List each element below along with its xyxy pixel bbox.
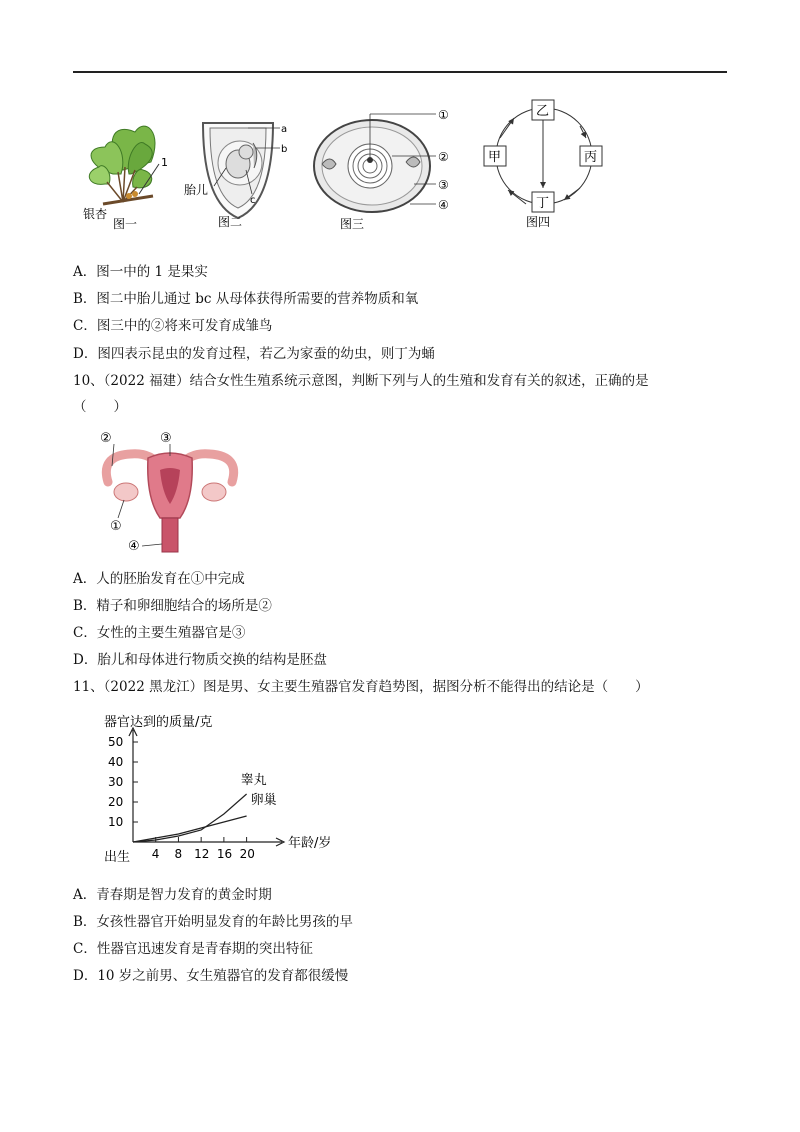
y-tick-label: 20 [108,795,124,809]
growth-chart [100,706,332,871]
fig3-label-3: ③ [438,178,449,192]
y-axis-label: 器官达到的质量/克 [104,715,213,730]
fig3-label-4: ④ [438,198,449,212]
y-tick-label: 10 [108,815,124,829]
series-line-0 [133,794,247,842]
fig1-caption: 图一 [113,217,138,231]
figure-1-ginkgo [73,112,183,232]
fig4-caption: 图四 [526,215,551,229]
q10-stem: 10、（2022 福建）结合女性生殖系统示意图，判断下列与人的生殖和发育有关的叙述，正确的是 [73,373,649,389]
q11-option-d: D．10 岁之前男、女生殖器官的发育都很缓慢 [73,968,349,984]
ginkgo-leaves-icon [89,126,155,204]
q10-label-2: ② [100,431,112,446]
q11-option-b: B．女孩性器官开始明显发育的年龄比男孩的早 [73,914,353,930]
q10-label-4: ④ [128,539,140,554]
q11-stem: 11、（2022 黑龙江）图是男、女主要生殖器官发育趋势图，据图分析不能得出的结论是（ ） [73,679,649,695]
fig2-label-a: a [281,124,288,135]
ovary-left-icon [114,483,138,501]
y-tick-label: 50 [108,735,124,749]
q10-option-d: D．胎儿和母体进行物质交换的结构是胚盘 [73,652,327,668]
fig2-label-fetus: 胎儿 [184,183,209,197]
fig1-label-1: 1 [161,156,168,169]
x-tick-label: 12 [194,847,210,861]
q10-option-c: C．女性的主要生殖器官是③ [73,625,246,641]
q10-option-b: B．精子和卵细胞结合的场所是② [73,598,272,614]
series-label-1: 卵巢 [250,793,277,808]
series-label-0: 睾丸 [240,773,267,788]
x-tick-label: 20 [239,847,255,861]
fig3-label-2: ② [438,150,449,164]
x-tick-label: 4 [151,847,160,861]
origin-label: 出生 [104,850,131,865]
figure-female-reproductive [90,426,250,558]
q9-option-d: D．图四表示昆虫的发育过程，若乙为家蚕的幼虫，则丁为蛹 [73,346,435,362]
x-tick-label: 8 [174,847,183,861]
fig2-label-c: c [250,195,256,206]
x-tick-label: 16 [216,847,233,861]
fig3-label-1: ① [438,108,449,122]
x-axis-label: 年龄/岁 [288,836,332,851]
y-tick-label: 40 [108,755,124,769]
y-tick-label: 30 [108,775,124,789]
q9-option-c: C．图三中的②将来可发育成雏鸟 [73,318,273,334]
ovary-right-icon [202,483,226,501]
fig1-label-plant: 银杏 [83,207,108,221]
vagina-icon [162,518,178,552]
fig2-caption: 图二 [218,215,243,229]
figure-3-egg [310,104,460,232]
figure-2-fetus [184,108,298,233]
q11-option-c: C．性器官迅速发育是青春期的突出特征 [73,941,313,957]
q10-option-a: A．人的胚胎发育在①中完成 [73,571,245,587]
figure-4-cycle [480,98,610,232]
series-line-1 [133,816,247,842]
q9-option-b: B．图二中胎儿通过 bc 从母体获得所需要的营养物质和氧 [73,291,419,307]
q10-label-1: ① [110,519,122,534]
fig4-node-jia: 甲 [488,150,502,165]
q11-option-a: A．青春期是智力发育的黄金时期 [73,887,272,903]
fig4-node-yi: 乙 [536,104,550,119]
q10-paren: （ ） [73,399,127,415]
q10-label-3: ③ [160,431,172,446]
fig4-node-bing: 丙 [584,150,598,165]
q9-option-a: A．图一中的 1 是果实 [73,264,208,280]
fig3-caption: 图三 [340,217,365,231]
header-rule [73,71,727,73]
fig2-label-b: b [281,144,288,155]
fig4-node-ding: 丁 [536,196,550,211]
